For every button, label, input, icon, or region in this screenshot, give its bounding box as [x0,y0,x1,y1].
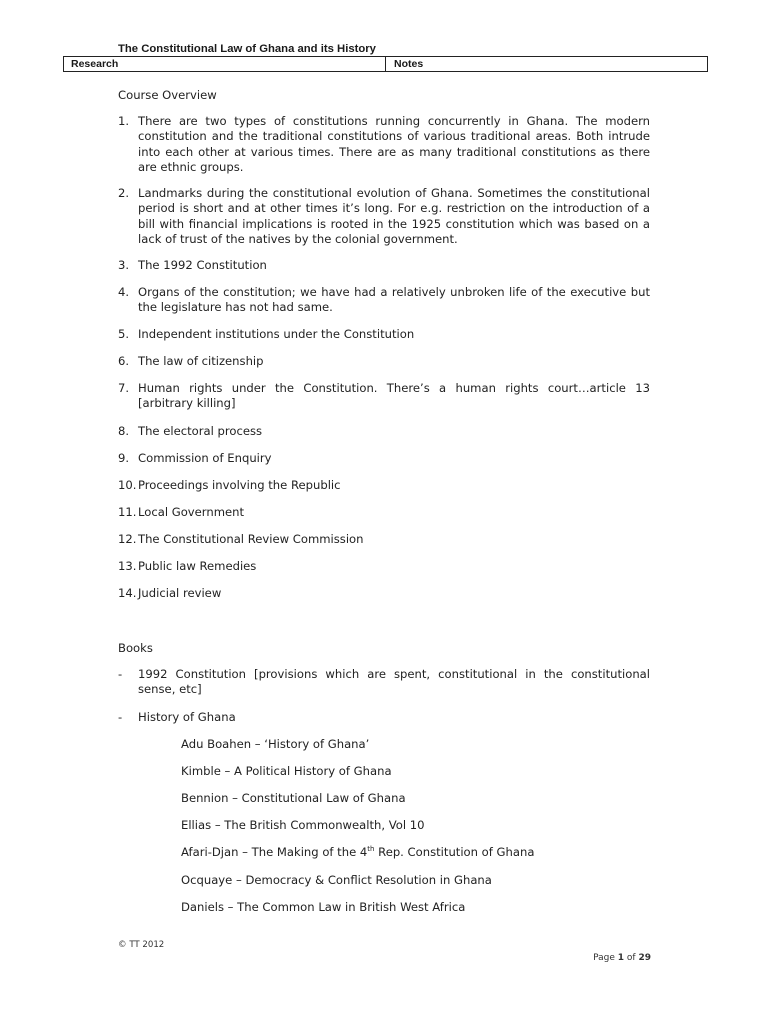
list-number: 12. [118,532,137,546]
list-text: There are two types of constitutions running concurrently in Ghana. The modern constitution and the traditional constitutions of various traditional areas. Both intrude into each other at various times. There are as many traditional constitutions as there are ethnic groups. [138,114,650,175]
reference-text: Afari-Djan – The Making of the 4 [181,845,368,859]
page-of: of [626,953,636,963]
book-reference: Adu Boahen – ‘History of Ghana’ [181,737,370,751]
list-item [118,186,650,248]
book-reference: Ocquaye – Democracy & Conflict Resolution in Ghana [181,873,492,887]
list-item [118,354,650,369]
list-number: 5. [118,327,130,341]
list-item [118,451,650,466]
list-number: 2. [118,186,130,200]
book-reference: Bennion – Constitutional Law of Ghana [181,791,406,805]
header-table [63,56,708,72]
page-current: 1 [617,953,625,963]
list-number: 13. [118,559,137,573]
list-item [118,559,650,574]
list-item [118,327,650,342]
list-text: The law of citizenship [138,354,264,368]
list-item [118,505,650,520]
bullet-dash: - [118,710,123,724]
list-number: 11. [118,505,137,519]
bullet-dash: - [118,667,123,681]
book-reference: Kimble – A Political History of Ghana [181,764,392,778]
book-list-text: 1992 Constitution [provisions which are spent, constitutional in the constitutional sense, etc] [138,667,650,697]
document-title: The Constitutional Law of Ghana and its History [118,43,376,55]
list-text: Local Government [138,505,245,519]
list-text: Independent institutions under the Constitution [138,327,415,341]
course-overview-heading: Course Overview [118,88,217,102]
list-text: The 1992 Constitution [138,258,267,272]
books-heading: Books [118,641,153,655]
list-number: 4. [118,285,130,299]
list-number: 6. [118,354,130,368]
list-item [118,532,650,547]
copyright-notice: © TT 2012 [118,940,165,950]
list-text: Proceedings involving the Republic [138,478,341,492]
page-label: Page [593,953,615,963]
list-item [118,381,650,412]
list-text: Commission of Enquiry [138,451,272,465]
research-column-header: Research [64,57,386,71]
page-total: 29 [638,953,651,963]
book-list-item [118,667,650,698]
notes-column-header: Notes [394,58,424,70]
list-item [118,424,650,439]
list-text: Human rights under the Constitution. There’s a human rights court…article 13 [arbitrary killing] [138,381,650,411]
list-number: 14. [118,586,137,600]
book-reference: Ellias – The British Commonwealth, Vol 10 [181,818,425,832]
list-number: 7. [118,381,130,395]
list-text: Public law Remedies [138,559,257,573]
list-item [118,586,650,601]
list-item [118,285,650,316]
list-number: 8. [118,424,130,438]
ordinal-superscript: th [367,845,375,853]
list-number: 10. [118,478,137,492]
list-item [118,478,650,493]
list-text: Organs of the constitution; we have had a relatively unbroken life of the executive but the legislature has not had same. [138,285,650,315]
list-text: The Constitutional Review Commission [138,532,364,546]
book-list-text: History of Ghana [138,710,236,724]
list-number: 9. [118,451,130,465]
list-number: 1. [118,114,130,128]
book-reference [181,845,534,860]
list-number: 3. [118,258,130,272]
book-list-item [118,710,650,725]
page-number [593,953,651,963]
list-item [118,258,650,273]
book-reference: Daniels – The Common Law in British West Africa [181,900,466,914]
list-text: Landmarks during the constitutional evolution of Ghana. Sometimes the constitutional period is short and at other times it’s long. For e.g. restriction on the introduction of a bill with financial implications is rooted in the 1925 constitution which was based on a lack of trust of the natives by the colonial government. [138,186,650,247]
list-text: The electoral process [138,424,263,438]
reference-text: Rep. Constitution of Ghana [374,845,535,859]
list-text: Judicial review [138,586,222,600]
list-item [118,114,650,176]
